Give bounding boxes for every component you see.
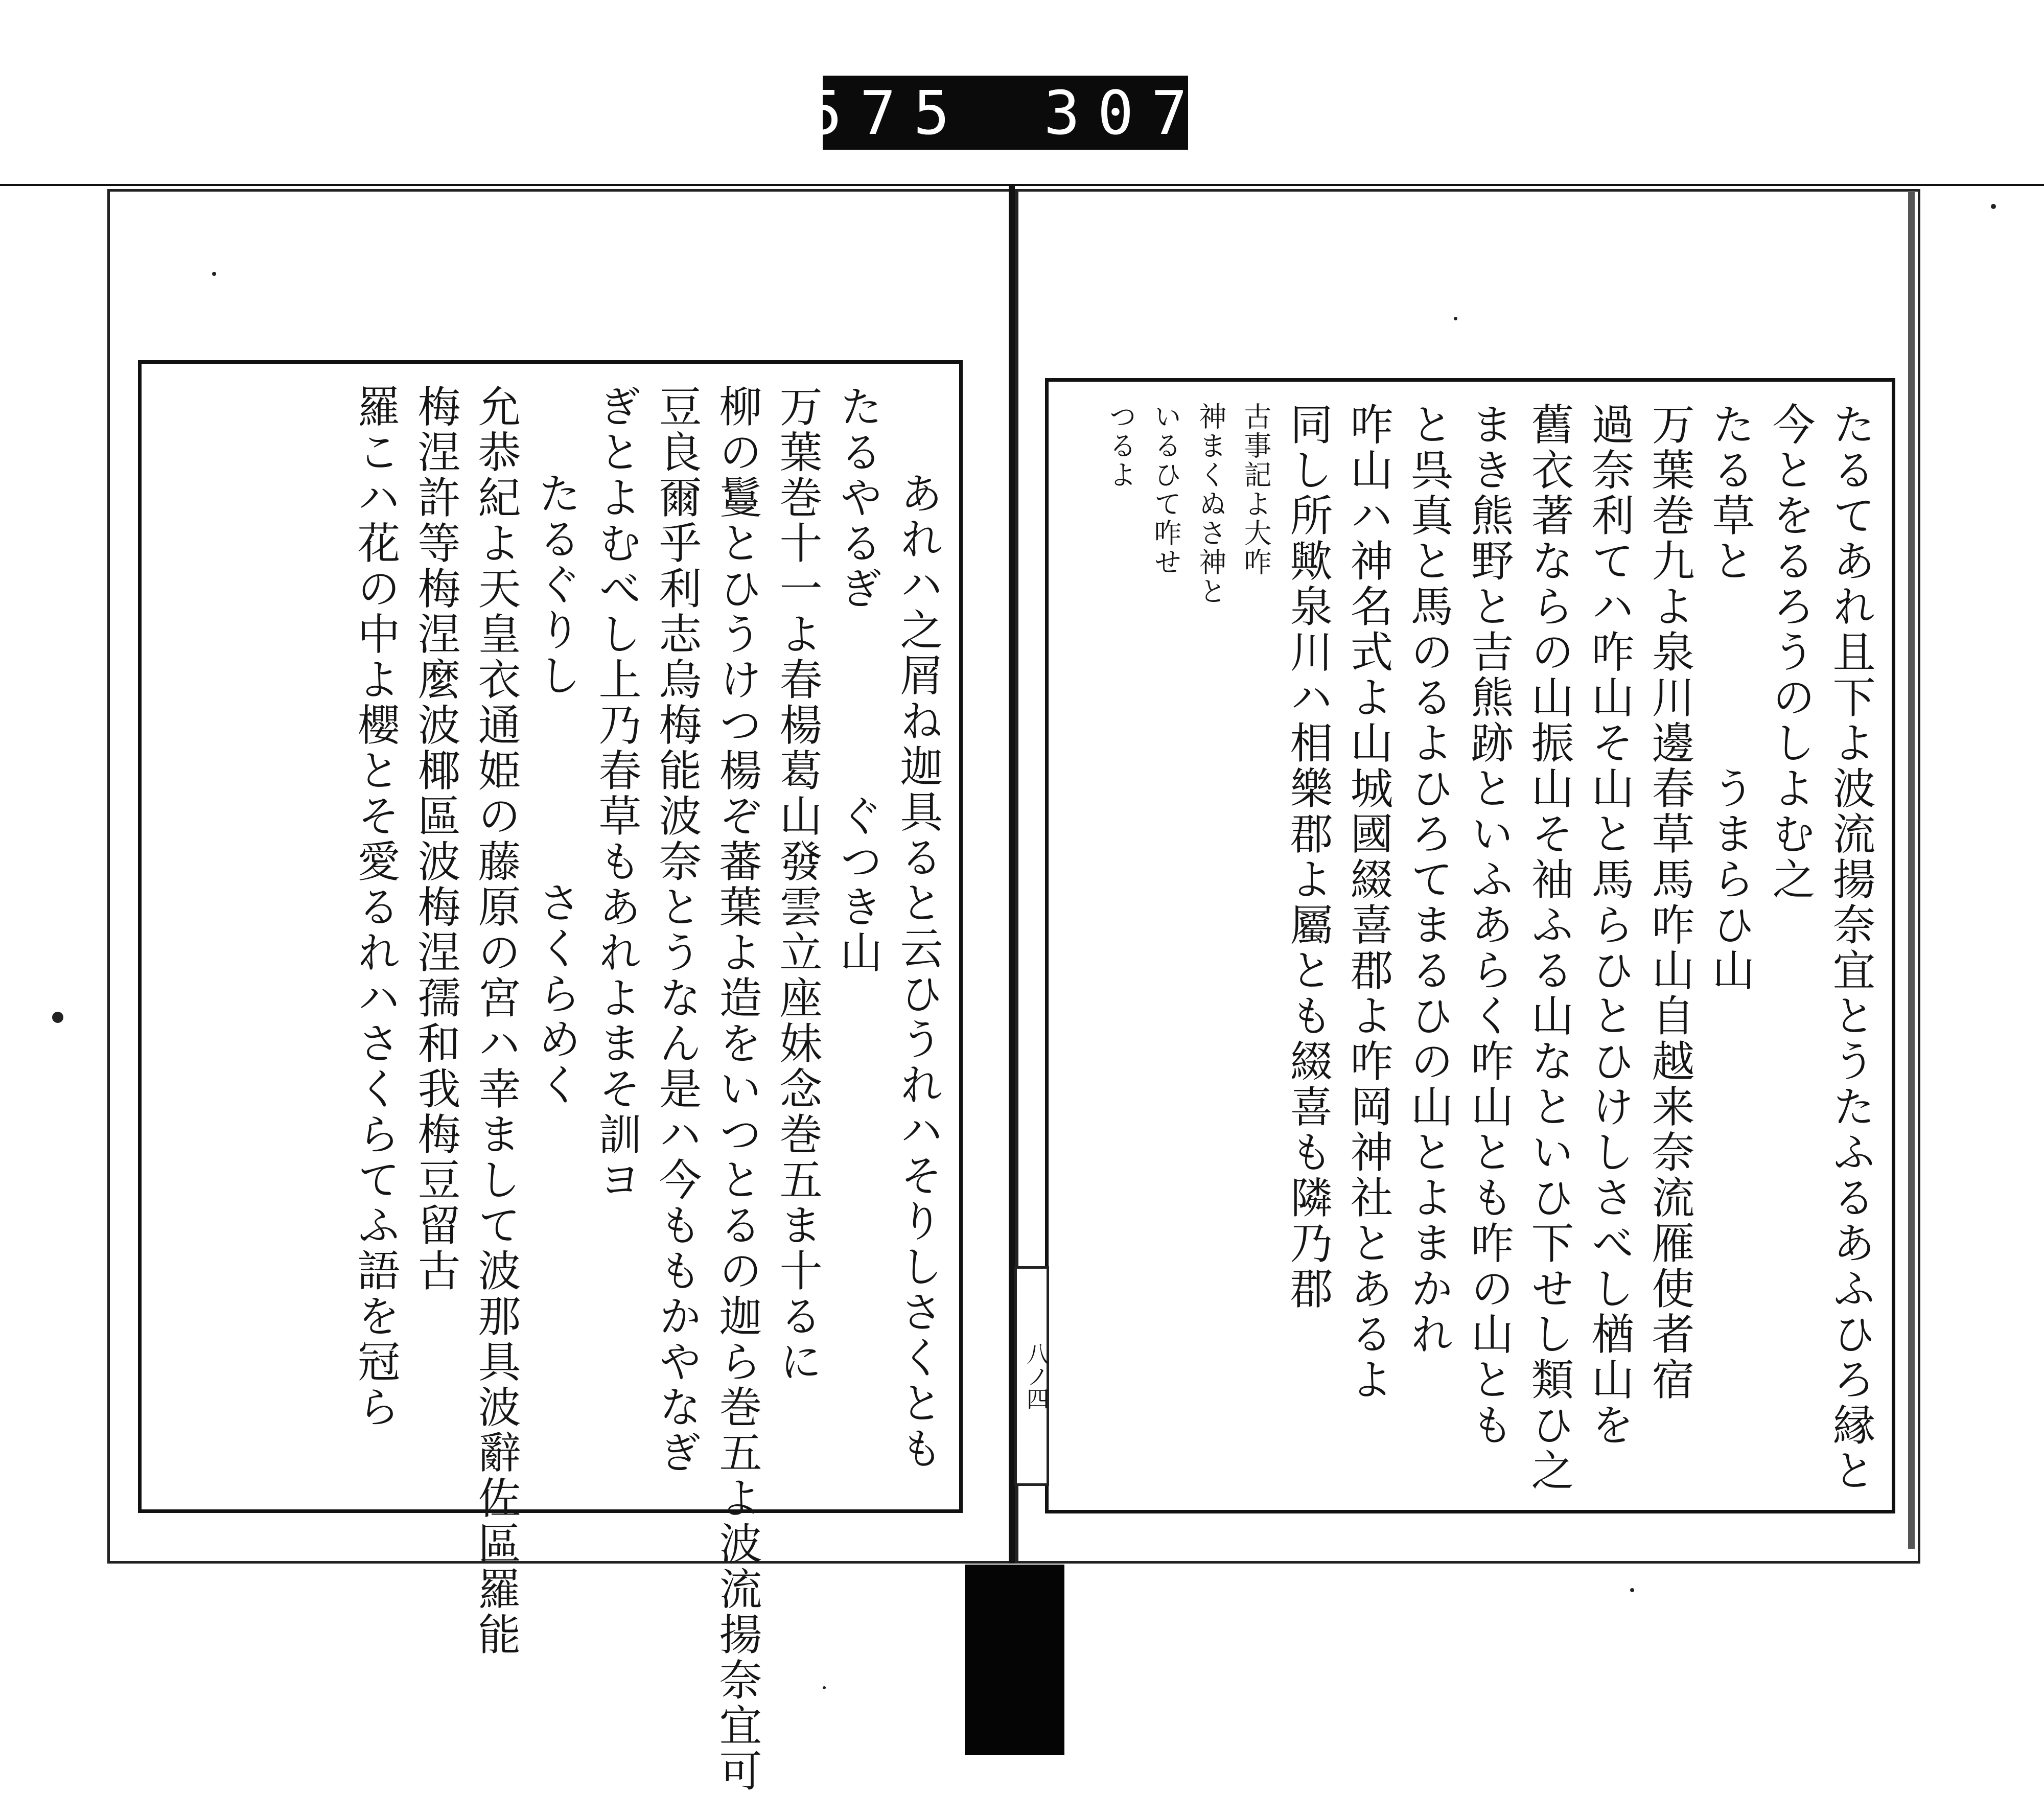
- right-text-line-2: 今とをるろうのしよむ之: [1766, 402, 1816, 902]
- ink-speck: [52, 1012, 63, 1023]
- right-note-line-4: つるよ: [1105, 402, 1137, 490]
- left-text-line-7: たるぐりし さくらめく: [531, 471, 582, 1108]
- left-text-line-2: たるやるぎ ぐつき山: [833, 384, 883, 975]
- right-note-line-3: いるひて咋せ: [1150, 402, 1182, 577]
- right-page-edge: [1908, 192, 1915, 1549]
- right-text-block: [1045, 378, 1895, 1513]
- left-text-line-8: 允恭紀よ天皇衣通姫の藤原の宮ハ幸まして波那具波辭佐區羅能: [471, 384, 521, 1658]
- archive-label: [806, 76, 1205, 150]
- right-text-columns: [1068, 402, 1876, 1494]
- ink-speck: [1630, 1588, 1634, 1592]
- right-text-line-9: 咋山ハ神名式よ山城國綴喜郡よ咋岡神社とあるよ: [1343, 402, 1393, 1403]
- right-text-line-6: 舊衣著ならの山振山そ袖ふる山なといひ下せし類ひ之: [1524, 402, 1574, 1494]
- top-frame-line: [0, 184, 2044, 186]
- left-text-block: [138, 360, 963, 1794]
- right-text-line-8: と呉真と馬のるよひろてまるひの山とよまかれ: [1404, 402, 1454, 1357]
- right-text-line-5: 過奈利てハ咋山そ山と馬らひとひけしさべし楢山を: [1585, 402, 1635, 1448]
- left-text-line-9: 梅涅許等梅涅麼波椰區波梅涅孺和我梅豆留古: [411, 384, 461, 1294]
- right-text-line-10: 同し所歟泉川ハ相樂郡よ屬とも綴喜も隣乃郡: [1283, 402, 1333, 1312]
- right-note-line-1: 古事記よ大咋: [1240, 402, 1272, 577]
- ink-speck: [1991, 204, 1996, 209]
- right-text-line-1: たるてあれ且下よ波流揚奈宜とうたふるあふひろ縁と: [1826, 402, 1876, 1494]
- left-text-line-3: 万葉巻十一よ春楊葛山發雲立座妹念巻五ま十るに: [773, 384, 823, 1385]
- right-text-line-3: たる草と うまらひ山: [1705, 402, 1755, 993]
- left-text-line-10: 羅こハ花の中よ櫻とそ愛るれハさくらてふ語を冠ら: [351, 384, 401, 1430]
- archive-label-left: 575: [806, 77, 967, 148]
- left-text-line-6: ぎとよむべし上乃春草もあれよまそ訓ヨ: [592, 384, 642, 1203]
- left-text-columns: [161, 384, 943, 1794]
- ink-speck: [823, 1686, 826, 1689]
- left-text-line-5: 豆良爾乎利志烏梅能波奈とうなん是ハ今ももかやなぎ: [652, 384, 702, 1476]
- right-note-line-2: 神まくぬさ神と: [1195, 402, 1227, 606]
- archive-label-right: 307: [1043, 77, 1205, 148]
- right-text-line-4: 万葉巻九よ泉川邊春草馬咋山自越来奈流雁使者宿: [1645, 402, 1695, 1403]
- ink-speck: [212, 272, 216, 276]
- right-text-line-7: まき熊野と吉熊跡といふあらく咋山とも咋の山とも: [1464, 402, 1514, 1448]
- left-text-line-4: 柳の鬘とひうけつ楊ぞ蕃葉よ造をいつとるの迦ら巻五よ波流揚奈宜可: [712, 384, 762, 1794]
- ink-speck: [1454, 317, 1457, 320]
- folio-tab: 八ノ四: [1014, 1266, 1049, 1486]
- left-text-line-1: あれハ之屑ね迦具ると云ひうれハそりしさくとも: [893, 471, 943, 1472]
- binding-tab: [965, 1565, 1064, 1755]
